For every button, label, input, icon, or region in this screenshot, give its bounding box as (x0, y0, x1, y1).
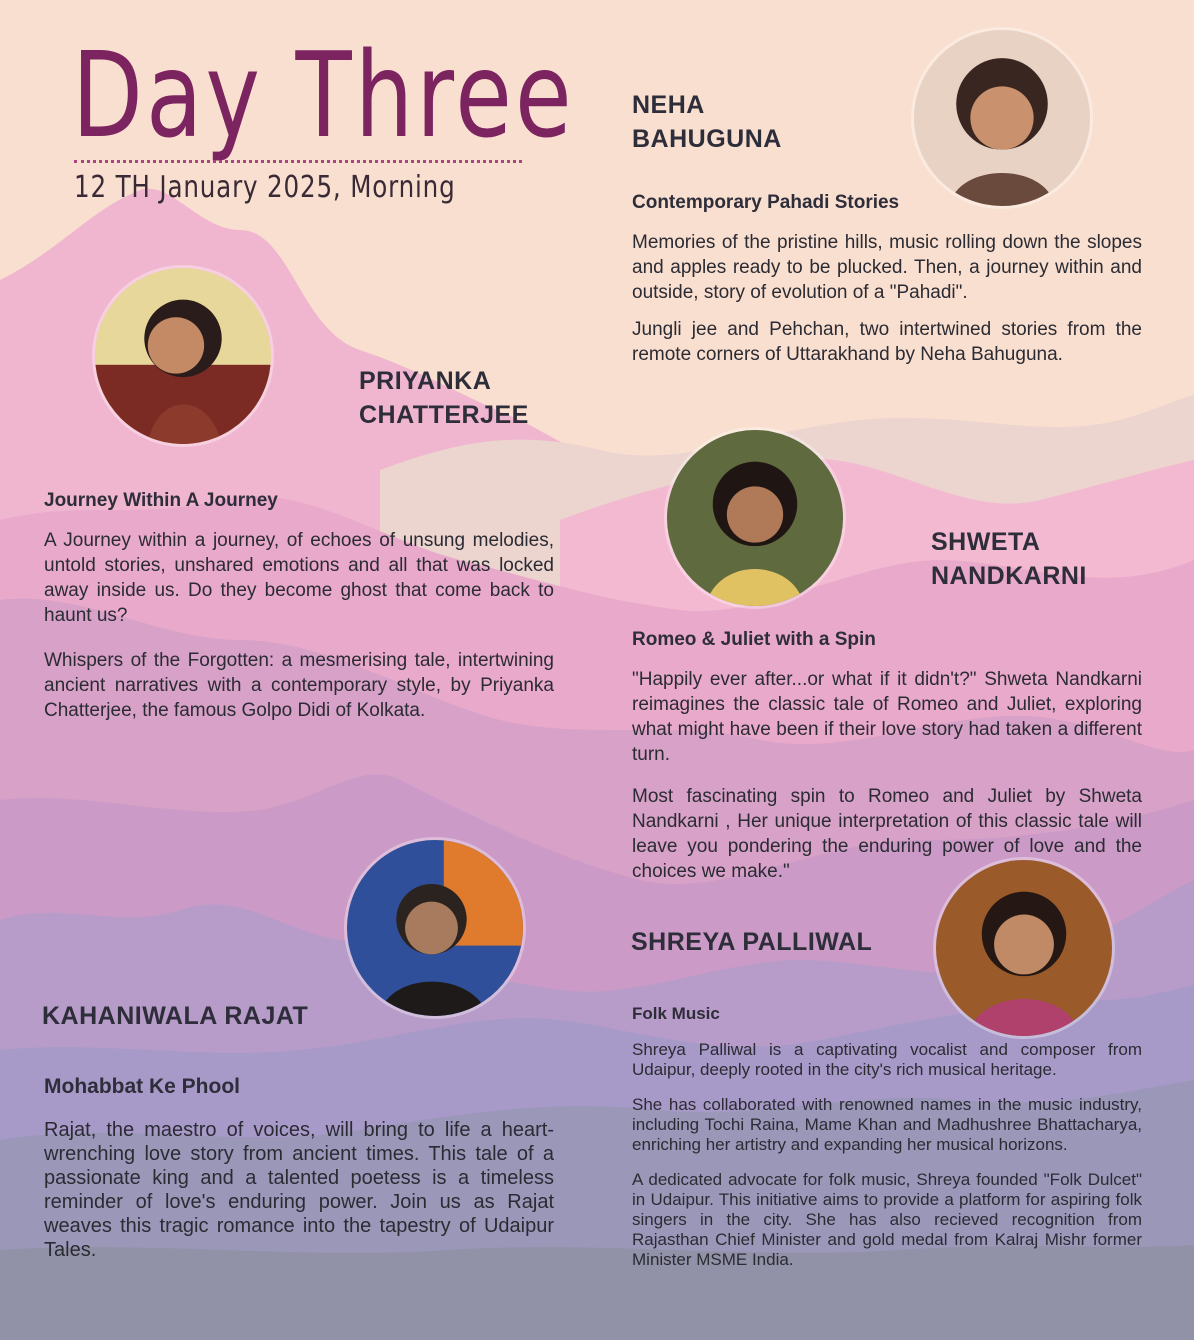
avatar-rajat (347, 840, 523, 1016)
avatar-neha (914, 30, 1090, 206)
description-paragraph: She has collaborated with renowned names in the music industry, including Tochi Raina, Mame Khan and Madhushree Bhattacharya, enriching her artistry and expanding her musical horizons. (632, 1095, 1142, 1154)
talk-title-shweta: Romeo & Juliet with a Spin (632, 629, 876, 650)
performer-name-neha: NEHA BAHUGUNA (632, 91, 782, 153)
talk-title-shreya: Folk Music (632, 1004, 720, 1023)
description-rajat (44, 1118, 554, 1262)
description-shweta (632, 667, 1142, 884)
talk-title-neha: Contemporary Pahadi Stories (632, 192, 900, 213)
performer-name-rajat: KAHANIWALA RAJAT (42, 1002, 309, 1030)
title-divider (74, 160, 522, 163)
description-priyanka (44, 528, 554, 723)
description-shreya (632, 1040, 1142, 1270)
description-neha (632, 230, 1142, 367)
talk-title-priyanka: Journey Within A Journey (44, 490, 278, 511)
description-paragraph: A Journey within a journey, of echoes of unsung melodies, untold stories, unshared emotions and all that was locked away inside us. Do they become ghost that come back to haunt us? (44, 530, 554, 626)
avatar-shweta (667, 430, 843, 606)
event-date: 12 TH January 2025, Morning (74, 170, 456, 205)
description-paragraph: A dedicated advocate for folk music, Shreya founded "Folk Dulcet" in Udaipur. This initiative aims to provide a platform for aspiring folk singers in the city. She has also recieved recognition from Rajasthan Chief Minister and gold medal from Kalraj Mishr former Minister MSME India. (632, 1170, 1142, 1269)
description-paragraph: Jungli jee and Pehchan, two intertwined stories from the remote corners of Uttarakhand by Neha Bahuguna. (632, 319, 1142, 365)
description-paragraph: Shreya Palliwal is a captivating vocalist and composer from Udaipur, deeply rooted in the city's rich musical heritage. (632, 1040, 1142, 1079)
talk-title-rajat: Mohabbat Ke Phool (44, 1075, 240, 1098)
performer-name-shreya: SHREYA PALLIWAL (631, 928, 873, 956)
description-paragraph: Rajat, the maestro of voices, will bring to life a heart-wrenching love story from ancient times. This tale of a passionate king and a talented poetess is a timeless reminder of love's enduring power. Join us as Rajat weaves this tragic romance into the tapestry of Udaipur Tales. (44, 1119, 554, 1261)
page-title: Day Three (72, 26, 575, 164)
description-paragraph: Memories of the pristine hills, music rolling down the slopes and apples ready to be plucked. Then, a journey within and outside, story of evolution of a "Pahadi". (632, 232, 1142, 303)
description-paragraph: Most fascinating spin to Romeo and Juliet by Shweta Nandkarni , Her unique interpretation of this classic tale will leave you pondering the enduring power of love and the choices we make." (632, 786, 1142, 882)
description-paragraph: "Happily ever after...or what if it didn't?" Shweta Nandkarni reimagines the classic tale of Romeo and Juliet, exploring what might have been if their love story had taken a different turn. (632, 669, 1142, 765)
avatar-shreya (936, 860, 1112, 1036)
performer-name-shweta: SHWETA NANDKARNI (931, 528, 1087, 590)
description-paragraph: Whispers of the Forgotten: a mesmerising tale, intertwining ancient narratives with a contemporary style, by Priyanka Chatterjee, the famous Golpo Didi of Kolkata. (44, 650, 554, 721)
performer-name-priyanka: PRIYANKA CHATTERJEE (359, 367, 529, 429)
avatar-priyanka (95, 268, 271, 444)
